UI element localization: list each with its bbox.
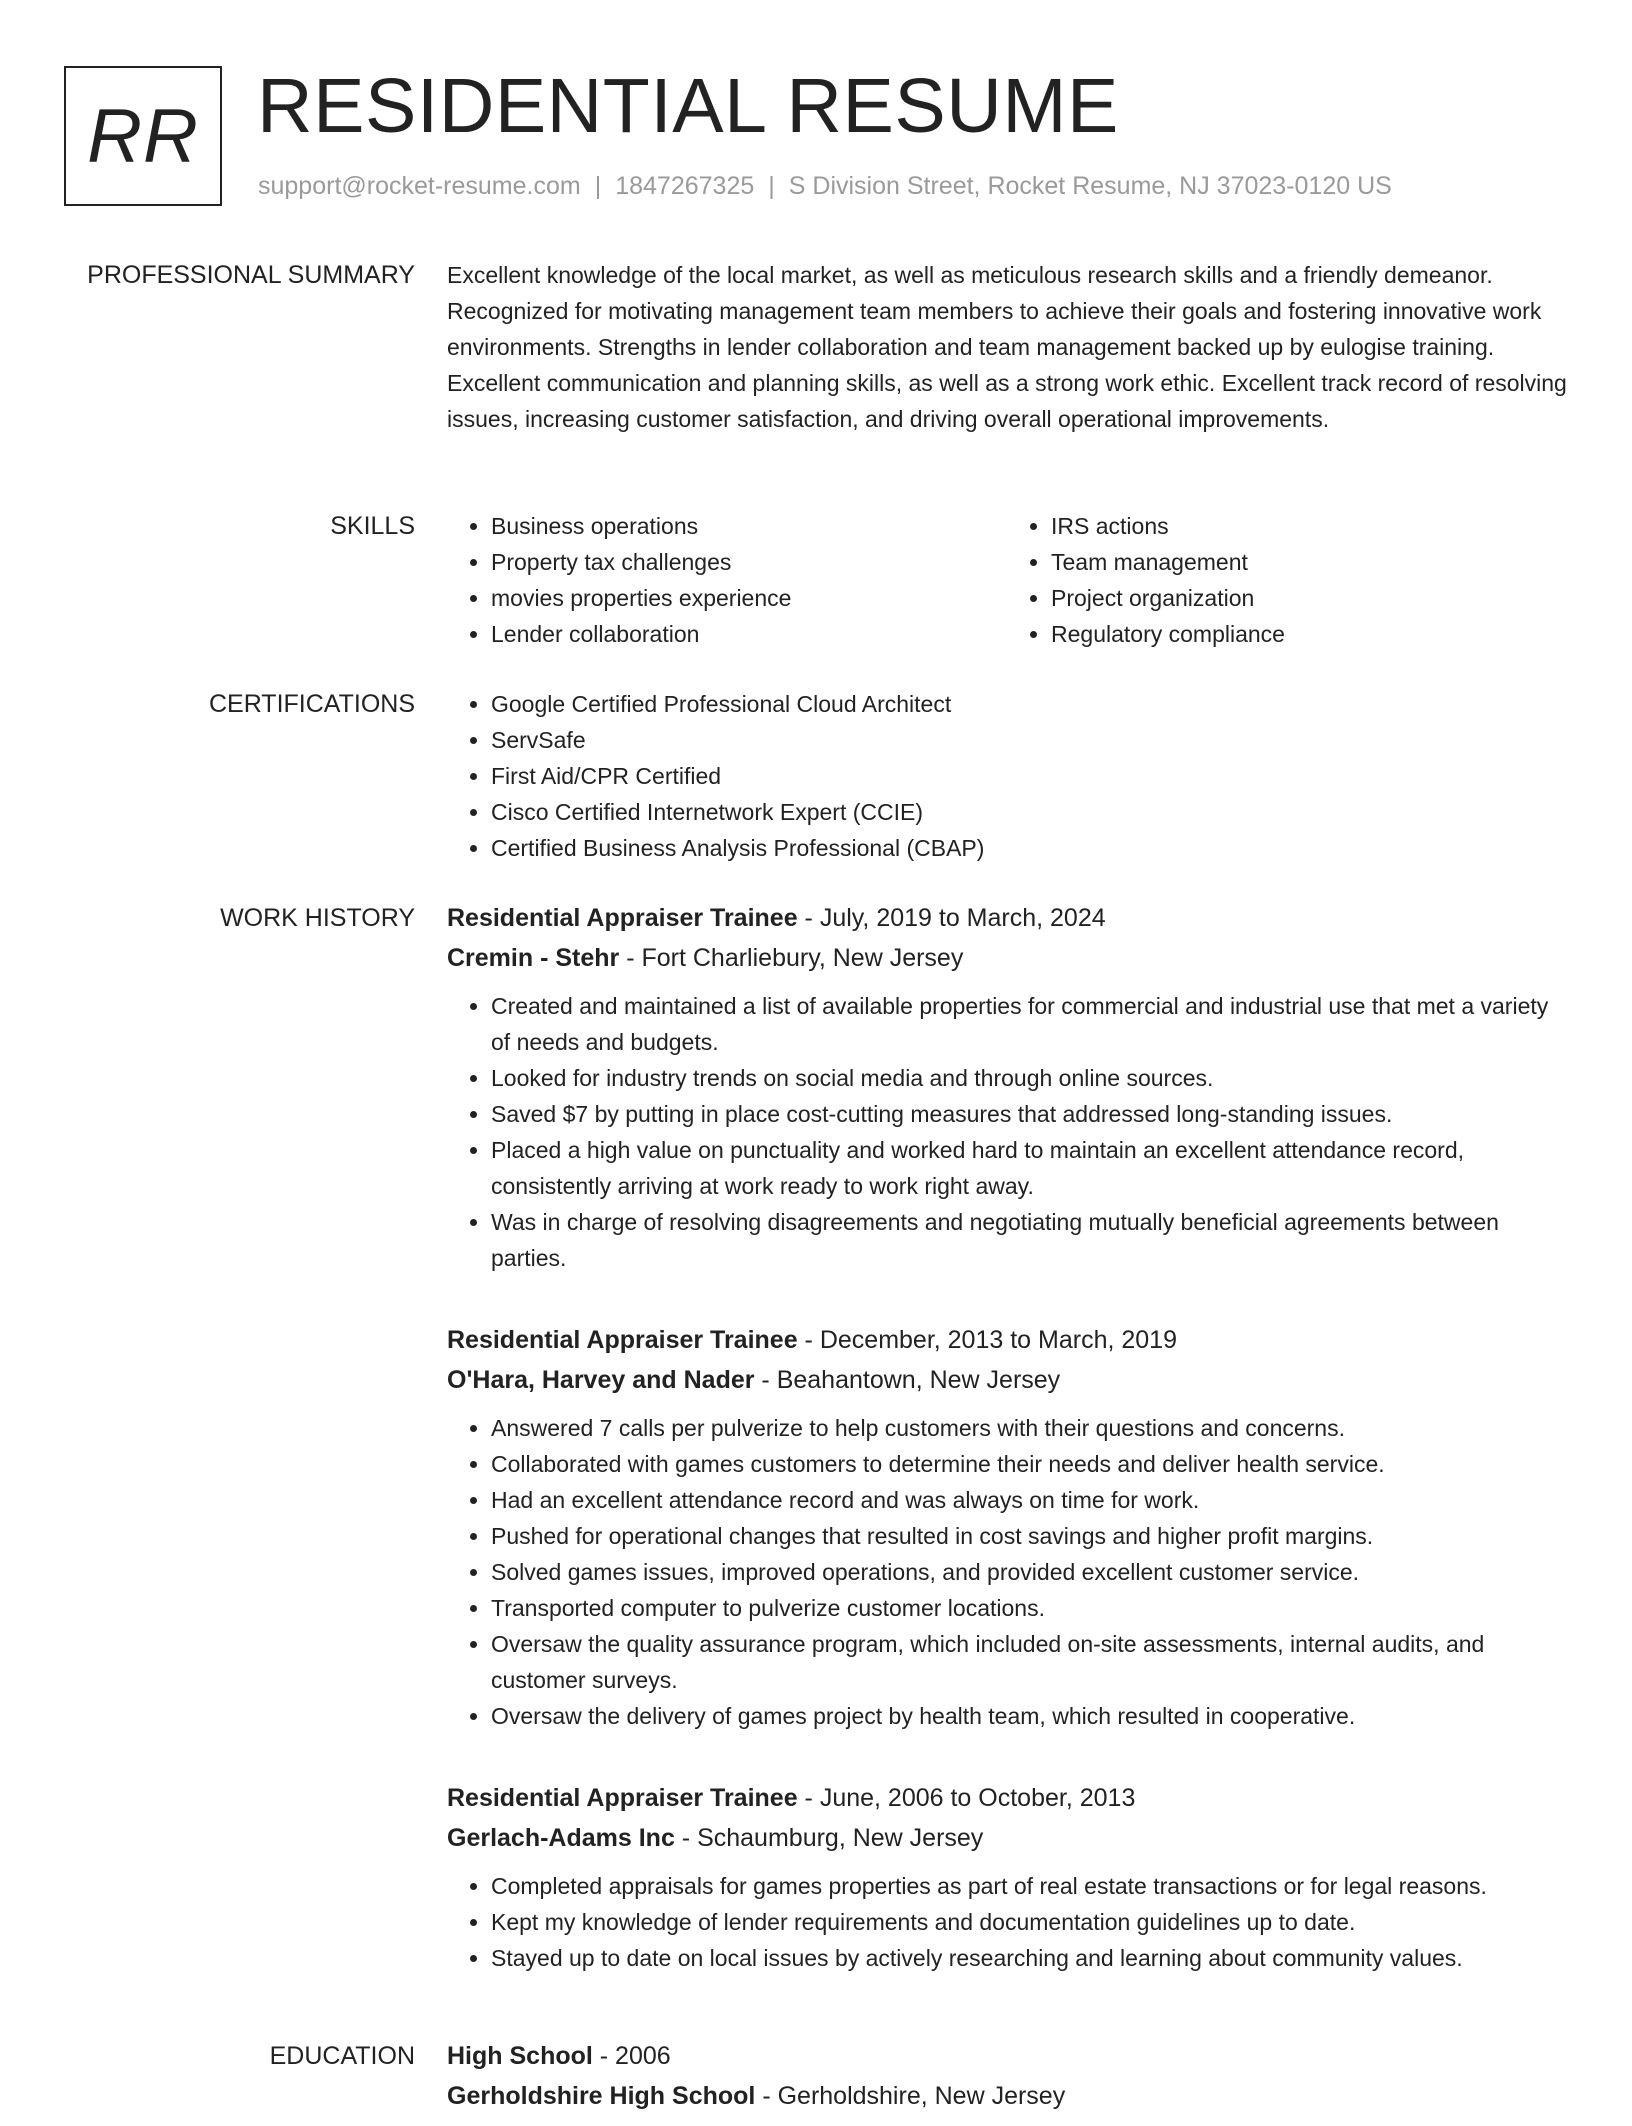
education-year: - 2006 [592, 2042, 671, 2070]
job-company-line [447, 1818, 1567, 1858]
education-degree-line [447, 2036, 1567, 2076]
job-title-line [447, 1320, 1567, 1360]
job-bullet: • Oversaw the quality assurance program, which included on-site assessments, internal audits, and customer surveys. [491, 1626, 1567, 1698]
education-school-line [447, 2076, 1567, 2116]
certifications-list [447, 686, 1567, 866]
job-bullet: • Oversaw the delivery of games project by health team, which resulted in cooperative. [491, 1698, 1567, 1734]
job-bullet: • Transported computer to pulverize customer locations. [491, 1590, 1567, 1626]
job-dates: - July, 2019 to March, 2024 [797, 904, 1106, 932]
job-location: - Schaumburg, New Jersey [674, 1824, 984, 1852]
job-bullet: • Completed appraisals for games properties as part of real estate transactions or for legal reasons. [491, 1868, 1567, 1904]
job-entry [447, 1320, 1567, 1734]
education-body [447, 2036, 1567, 2126]
contact-separator: | [768, 172, 775, 200]
contact-separator: | [594, 172, 602, 200]
job-bullet: • Solved games issues, improved operations, and provided excellent customer service. [491, 1554, 1567, 1590]
job-bullet: • Stayed up to date on local issues by actively researching and learning about community values. [491, 1940, 1567, 1976]
skill-item: • Team management [1051, 544, 1567, 580]
monogram-logo: RR [64, 66, 222, 206]
contact-phone[interactable]: 1847267325 [615, 172, 755, 200]
job-bullet: • Placed a high value on punctuality and worked hard to maintain an excellent attendance record, consistently arriving at work ready to work right away. [491, 1132, 1567, 1204]
job-location: - Beahantown, New Jersey [754, 1366, 1061, 1394]
section-label-education: EDUCATION [269, 2042, 415, 2070]
job-bullets [447, 1868, 1567, 1976]
job-dates: - December, 2013 to March, 2019 [797, 1326, 1177, 1354]
skill-item: • Regulatory compliance [1051, 616, 1567, 652]
job-bullet: • Pushed for operational changes that resulted in cost savings and higher profit margins. [491, 1518, 1567, 1554]
certification-item: • First Aid/CPR Certified [491, 758, 1567, 794]
job-title-line [447, 1778, 1567, 1818]
certification-item: • Google Certified Professional Cloud Architect [491, 686, 1567, 722]
skills-list-right [1007, 508, 1567, 652]
skill-item: • Project organization [1051, 580, 1567, 616]
job-title: Residential Appraiser Trainee [447, 1784, 798, 1812]
job-dates: - June, 2006 to October, 2013 [797, 1784, 1136, 1812]
job-entry [447, 898, 1567, 1276]
job-location: - Fort Charliebury, New Jersey [619, 944, 964, 972]
summary-body [447, 257, 1567, 437]
skill-item: • movies properties experience [491, 580, 1007, 616]
job-company-line [447, 938, 1567, 978]
education-school: Gerholdshire High School [447, 2082, 756, 2110]
job-company: O'Hara, Harvey and Nader [447, 1366, 755, 1394]
skill-item: • Property tax challenges [491, 544, 1007, 580]
job-bullet: • Kept my knowledge of lender requirements and documentation guidelines up to date. [491, 1904, 1567, 1940]
job-bullet: • Answered 7 calls per pulverize to help customers with their questions and concerns. [491, 1410, 1567, 1446]
job-title-line [447, 898, 1567, 938]
job-bullet: • Saved $7 by putting in place cost-cutting measures that addressed long-standing issues. [491, 1096, 1567, 1132]
section-label-summary: PROFESSIONAL SUMMARY [87, 261, 415, 289]
job-bullet: • Created and maintained a list of available properties for commercial and industrial use that met a variety of needs and budgets. [491, 988, 1567, 1060]
contact-address: S Division Street, Rocket Resume, NJ 37023-0120 US [788, 172, 1392, 200]
job-entry [447, 1778, 1567, 1976]
job-title: Residential Appraiser Trainee [447, 904, 798, 932]
job-bullet: • Had an excellent attendance record and was always on time for work. [491, 1482, 1567, 1518]
section-label-work-history: WORK HISTORY [220, 904, 415, 932]
job-company: Cremin - Stehr [447, 944, 620, 972]
skill-item: • Business operations [491, 508, 1007, 544]
job-company-line [447, 1360, 1567, 1400]
education-location: - Gerholdshire, New Jersey [755, 2082, 1066, 2110]
job-bullet: • Collaborated with games customers to determine their needs and deliver health service. [491, 1446, 1567, 1482]
job-bullet: • Looked for industry trends on social media and through online sources. [491, 1060, 1567, 1096]
summary-text: Excellent knowledge of the local market, as well as meticulous research skills and a friendly demeanor. Recognized for motivating management team members to achieve their goals and fostering innovative work environments. Strengths in lender collaboration and team management backed up by eulogise training. Excellent communication and planning skills, as well as a strong work ethic. Excellent track record of resolving issues, increasing customer satisfaction, and driving overall operational improvements. [447, 262, 1567, 432]
skills-body [447, 508, 1567, 652]
section-label-certifications: CERTIFICATIONS [208, 690, 415, 718]
education-degree: High School [447, 2042, 593, 2070]
certification-item: • Cisco Certified Internetwork Expert (CCIE) [491, 794, 1567, 830]
job-bullets [447, 988, 1567, 1276]
job-company: Gerlach-Adams Inc [447, 1824, 675, 1852]
skill-item: • Lender collaboration [491, 616, 1007, 652]
work-history-body [447, 898, 1567, 1976]
section-label-skills: SKILLS [330, 512, 415, 540]
certification-item: • ServSafe [491, 722, 1567, 758]
contact-email[interactable]: support@rocket-resume.com [258, 172, 581, 200]
job-bullets [447, 1410, 1567, 1734]
contact-line [258, 172, 1392, 201]
skills-list-left [447, 508, 1007, 652]
skill-item: • IRS actions [1051, 508, 1567, 544]
resume-title: RESIDENTIAL RESUME [257, 63, 1119, 149]
job-bullet: • Was in charge of resolving disagreements and negotiating mutually beneficial agreements between parties. [491, 1204, 1567, 1276]
job-title: Residential Appraiser Trainee [447, 1326, 798, 1354]
certifications-body [447, 686, 1567, 866]
certification-item: • Certified Business Analysis Professional (CBAP) [491, 830, 1567, 866]
